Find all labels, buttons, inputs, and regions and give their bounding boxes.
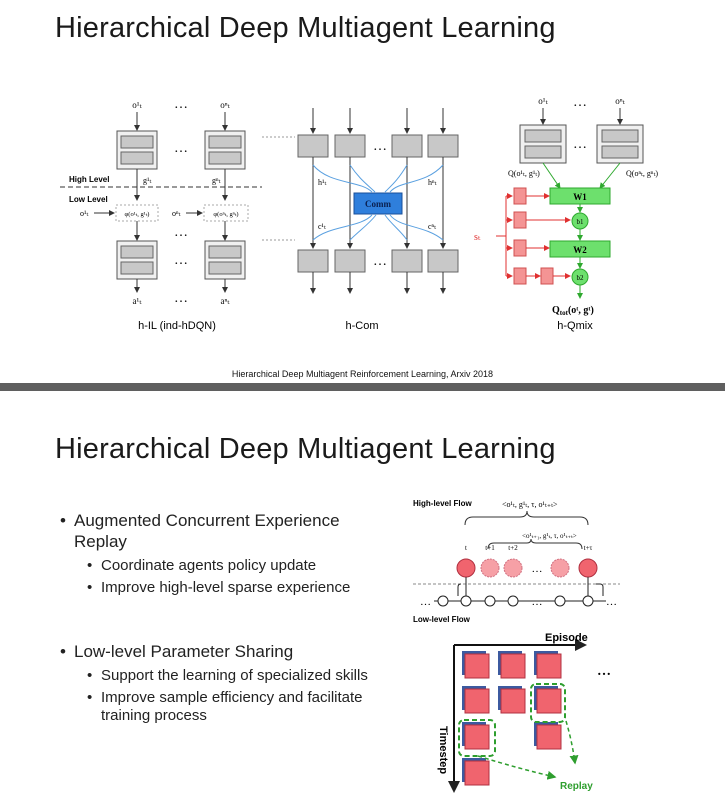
ellipsis: … (174, 253, 188, 268)
ellipsis: … (174, 291, 188, 306)
ellipsis: … (606, 596, 617, 608)
qmix-obs-n-label: oⁿₜ (615, 96, 625, 106)
ellipsis: … (373, 254, 387, 269)
grid-cell (465, 689, 489, 713)
t-label: t+2 (508, 544, 518, 552)
parameter-sharing-grid (437, 632, 611, 792)
b1-label: b1 (576, 218, 584, 226)
ellipsis: … (531, 563, 543, 575)
ellipsis: … (174, 97, 188, 112)
bullet-item: • Low-level Parameter Sharing (60, 642, 294, 661)
high-network-1 (117, 131, 157, 169)
ellipsis: … (573, 95, 587, 110)
grid-cell (465, 725, 489, 749)
low-obs-n-label: oⁿₜ (172, 209, 181, 218)
high-level-label: High Level (69, 175, 110, 184)
hidden-1-label: h¹ₜ (318, 178, 327, 187)
state-label: sₜ (474, 232, 481, 243)
high-level-node (457, 559, 475, 577)
grid-cell (465, 761, 489, 785)
high-network-n (205, 131, 245, 169)
ellipsis: … (420, 596, 431, 608)
ellipsis: … (373, 139, 387, 154)
grid-cell (501, 689, 525, 713)
high-level-node (504, 559, 522, 577)
high-level-node (579, 559, 597, 577)
qtot-label: $Q_{tot}(oᵗ$, gᵗ) (552, 305, 594, 317)
high-level-node (551, 559, 569, 577)
high-level-flow-label: High-level Flow (413, 499, 472, 508)
goal-n-label: gⁿₜ (212, 176, 221, 185)
grid-cell (465, 654, 489, 678)
ellipsis: … (573, 137, 587, 152)
slide-2 (0, 391, 725, 802)
slide-divider (0, 383, 725, 391)
grid-cell (501, 654, 525, 678)
h-il-diagram (60, 97, 295, 332)
obs-n-label: oⁿₜ (220, 100, 230, 110)
q-n-label: Q(oⁿₜ, gⁿₜ) (626, 169, 659, 178)
timestep-label: Timestep (437, 726, 449, 775)
sub-bullet-item: • Improve high-level sparse experience (87, 579, 351, 596)
phi-1-label: φ(o¹ₜ, g¹ₜ) (124, 211, 150, 218)
low-level-label: Low Level (69, 195, 108, 204)
action-n-label: aⁿₜ (220, 296, 230, 306)
bullet-text: Augmented Concurrent Experience Replay (74, 511, 340, 551)
low-network-1 (117, 241, 157, 279)
sub-bullet-text: Improve high-level sparse experience (101, 579, 351, 596)
episode-label: Episode (545, 632, 588, 644)
goal-1-label: g¹ₜ (143, 176, 152, 185)
ellipsis: … (174, 225, 188, 240)
slide-title: Hierarchical Deep Multiagent Learning (55, 12, 556, 44)
sub-bullet-text: Coordinate agents policy update (101, 557, 317, 574)
sub-bullet-text: Support the learning of specialized skills (101, 667, 368, 684)
low-level-flow-label: Low-level Flow (413, 615, 470, 624)
h-com-label: h-Com (345, 320, 379, 332)
comm-label: Comm (365, 199, 391, 209)
h-com-diagram (298, 108, 458, 332)
low-network-n (205, 241, 245, 279)
sub-bullet-text: Improve sample efficiency and facilitate training process (101, 689, 363, 724)
qmix-network-1 (520, 125, 566, 163)
replay-figure (0, 391, 725, 802)
replay-label: Replay (560, 781, 593, 792)
q-1-label: Q(o¹ₜ, g¹ₜ) (508, 169, 540, 178)
architecture-figure (0, 0, 725, 383)
sub-bullet-item: • Coordinate agents policy update (87, 557, 317, 574)
comm-1-label: c¹ₜ (318, 222, 326, 231)
high-level-node (481, 559, 499, 577)
slide-title: Hierarchical Deep Multiagent Learning (55, 433, 556, 465)
low-obs-1-label: o¹ₜ (80, 209, 89, 218)
phi-n-label: φ(oⁿₜ, gⁿₜ) (213, 211, 239, 218)
ellipsis: … (597, 664, 611, 679)
citation-caption: Hierarchical Deep Multiagent Reinforcement Learning, Arxiv 2018 (231, 369, 494, 379)
comm-n-label: cⁿₜ (428, 222, 437, 231)
sub-bullet-item: • Improve sample efficiency and facilitate training process (87, 689, 363, 724)
ellipsis: … (174, 141, 188, 156)
hidden-n-label: hⁿₜ (428, 178, 437, 187)
concurrent-replay-diagram (413, 499, 620, 624)
b2-label: b2 (576, 274, 584, 282)
high-tuple-label: <o¹ₜ, g¹ₜ, τ, o¹ₜ₊ₜ> (502, 500, 558, 509)
qmix-obs-1-label: o¹ₜ (538, 96, 548, 106)
grid-cell (537, 689, 561, 713)
w1-label: W1 (573, 192, 587, 202)
inner-tuple-label: <o¹ₜ₊₁, g¹ₜ, τ, o¹ₜ₊ₜ> (522, 532, 577, 540)
h-qmix-diagram (474, 95, 658, 332)
sub-bullet-item: • Support the learning of specialized skills (87, 667, 368, 684)
t-label: t (465, 544, 467, 552)
grid-cell (537, 725, 561, 749)
slide-1 (0, 0, 725, 383)
t-label: t+1 (485, 544, 495, 552)
grid-cell (537, 654, 561, 678)
ellipsis: … (531, 596, 543, 608)
qmix-network-n (597, 125, 643, 163)
obs-1-label: o¹ₜ (132, 100, 142, 110)
action-1-label: a¹ₜ (132, 296, 142, 306)
t-label: t+τ (583, 544, 593, 552)
w2-label: W2 (573, 245, 587, 255)
h-qmix-label: h-Qmix (557, 320, 593, 332)
h-il-label: h-IL (ind-hDQN) (138, 320, 216, 332)
bullet-text: Low-level Parameter Sharing (74, 642, 294, 661)
bullet-item: • Augmented Concurrent Experience Replay (60, 511, 340, 551)
